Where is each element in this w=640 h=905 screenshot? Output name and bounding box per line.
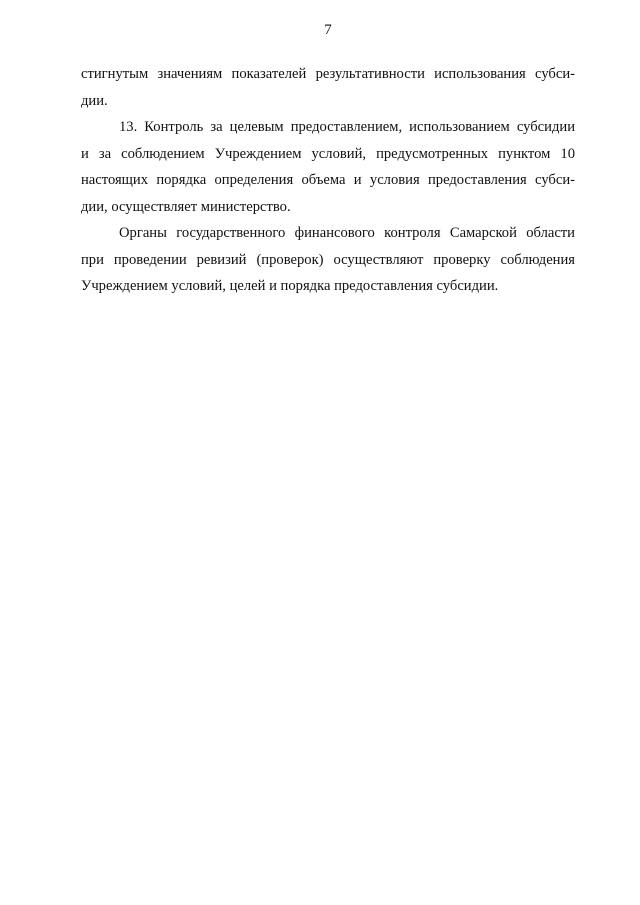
text-line: настоящих порядка определения объема и условия предоставления субси-: [81, 172, 575, 188]
text-line: при проведении ревизий (проверок) осуществляют проверку соблюдения: [81, 251, 575, 268]
text-line: дии, осуществляет министерство.: [81, 198, 291, 215]
text-line: стигнутым значениям показателей результативности использования субси-: [81, 66, 575, 82]
text-line: Органы государственного финансового контроля Самарской области: [119, 225, 575, 241]
paragraph-item-13: [81, 114, 575, 220]
text-line: и за соблюдением Учреждением условий, предусмотренных пунктом 10: [81, 145, 575, 162]
paragraph-continuation: [81, 61, 575, 114]
page-number: 7: [324, 22, 332, 38]
paragraph-control-bodies: [81, 220, 575, 300]
text-line: дии.: [81, 92, 108, 109]
text-line: Учреждением условий, целей и порядка предоставления субсидии.: [81, 278, 499, 294]
text-line: 13. Контроль за целевым предоставлением, использованием субсидии: [119, 119, 575, 135]
